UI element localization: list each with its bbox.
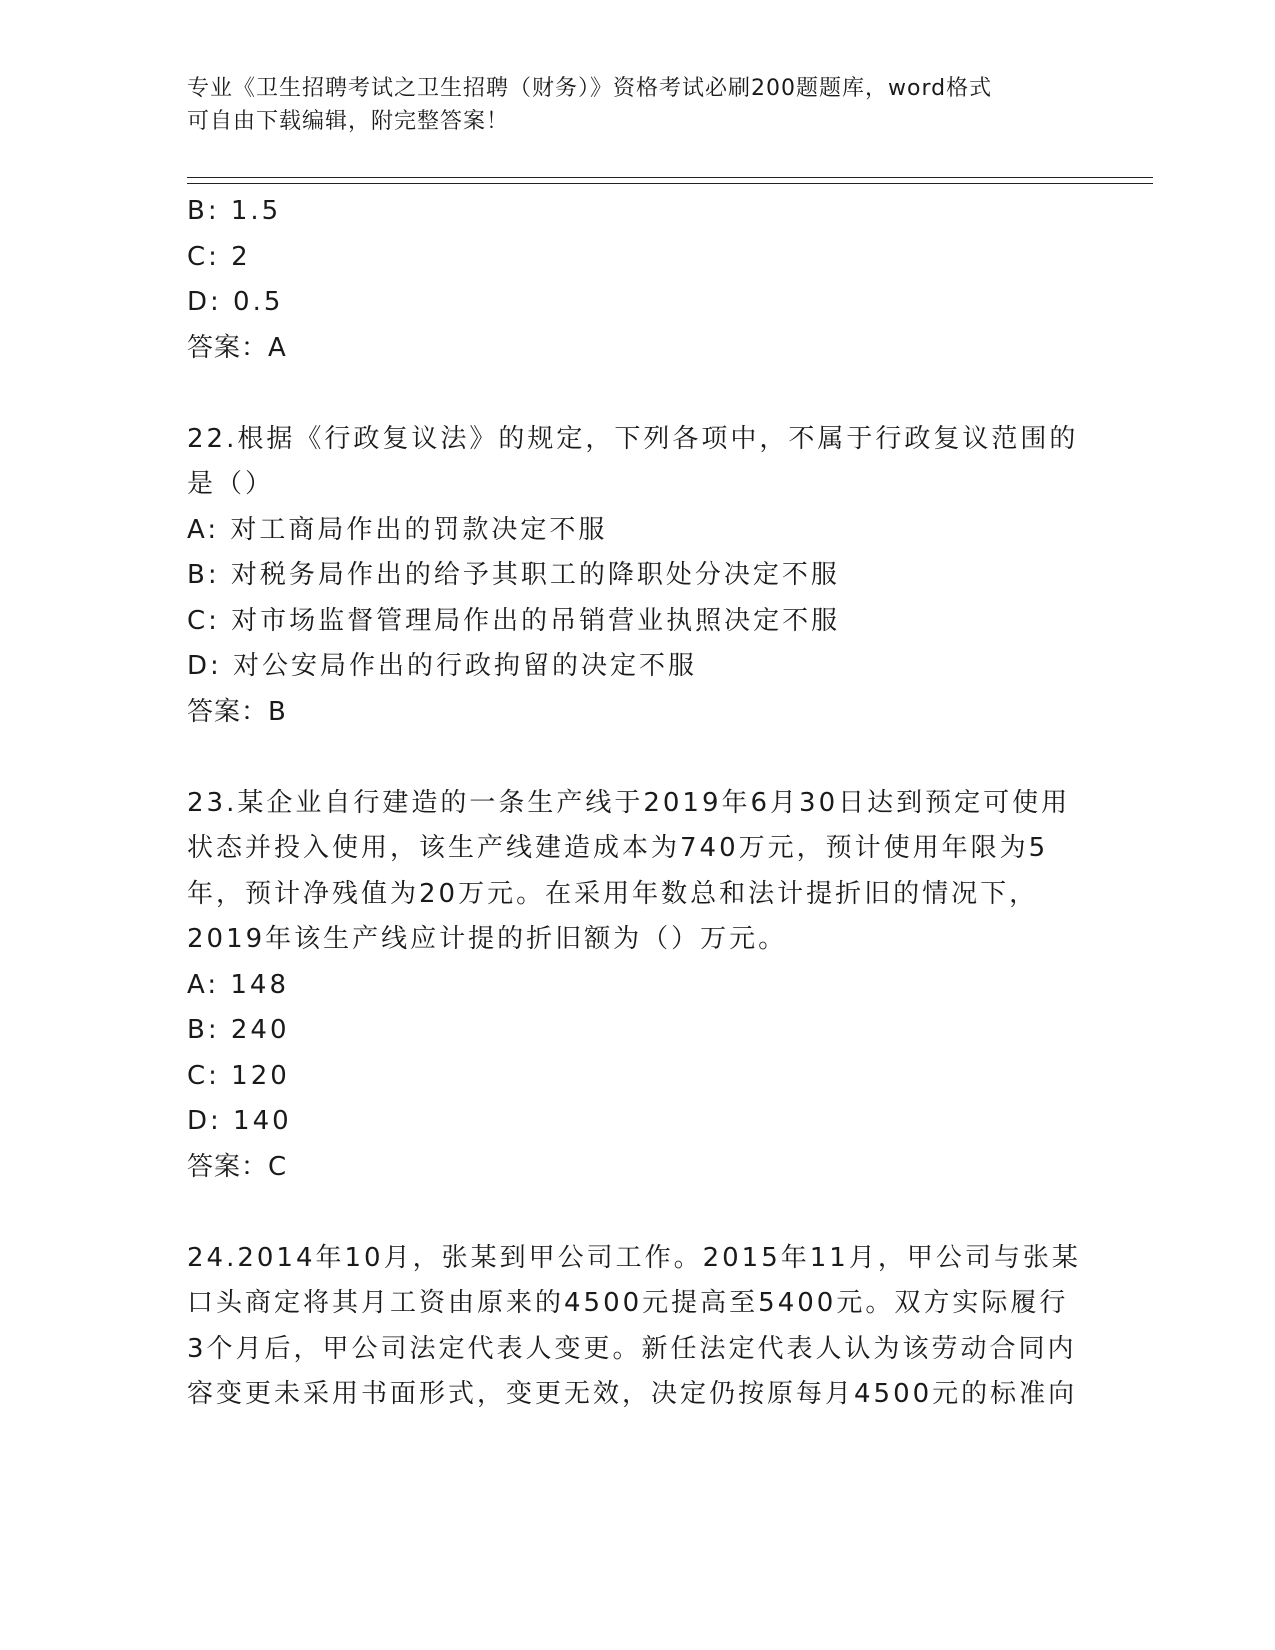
header-divider-bottom bbox=[187, 183, 1153, 184]
spacer bbox=[187, 735, 1087, 781]
spacer bbox=[187, 1190, 1087, 1236]
option-a: A: 148 bbox=[187, 969, 289, 1000]
question-22 bbox=[187, 417, 1087, 736]
option-c: C: 对市场监督管理局作出的吊销营业执照决定不服 bbox=[187, 605, 841, 636]
question-stem-line: 口头商定将其月工资由原来的4500元提高至5400元。双方实际履行 bbox=[187, 1288, 1069, 1318]
option-c: C: 120 bbox=[187, 1060, 290, 1091]
question-stem-line: 24.2014年10月，张某到甲公司工作。2015年11月，甲公司与张某 bbox=[187, 1242, 1081, 1273]
document-body bbox=[187, 189, 1087, 1418]
option-b: B: 1.5 bbox=[187, 196, 282, 226]
option-b: B: 对税务局作出的给予其职工的降职处分决定不服 bbox=[187, 560, 840, 590]
question-23 bbox=[187, 781, 1087, 1191]
question-stem-line: 是（） bbox=[187, 469, 275, 499]
option-d: D: 对公安局作出的行政拘留的决定不服 bbox=[187, 651, 698, 681]
question-stem-line: 年，预计净残值为20万元。在采用年数总和法计提折旧的情况下， bbox=[187, 878, 1039, 909]
document-header bbox=[187, 72, 1087, 138]
spacer bbox=[187, 371, 1087, 417]
question-21 bbox=[187, 189, 1087, 371]
question-stem-line: 状态并投入使用，该生产线建造成本为740万元，预计使用年限为5 bbox=[187, 833, 1049, 863]
option-a: A: 对工商局作出的罚款决定不服 bbox=[187, 514, 608, 545]
question-24 bbox=[187, 1236, 1087, 1418]
question-stem-line: 3个月后，甲公司法定代表人变更。新任法定代表人认为该劳动合同内 bbox=[187, 1333, 1077, 1364]
option-b: B: 240 bbox=[187, 1015, 290, 1045]
option-d: D: 0.5 bbox=[187, 287, 284, 317]
option-d: D: 140 bbox=[187, 1106, 292, 1136]
header-divider-top bbox=[187, 177, 1153, 178]
answer-line: 答案：A bbox=[187, 332, 287, 363]
answer-line: 答案：B bbox=[187, 696, 287, 727]
option-c: C: 2 bbox=[187, 241, 251, 272]
question-stem-line: 23.某企业自行建造的一条生产线于2019年6月30日达到预定可使用 bbox=[187, 787, 1071, 818]
question-stem-line: 22.根据《行政复议法》的规定，下列各项中，不属于行政复议范围的 bbox=[187, 423, 1079, 454]
question-stem-line: 2019年该生产线应计提的折旧额为（）万元。 bbox=[187, 924, 788, 954]
header-line-1: 专业《卫生招聘考试之卫生招聘（财务）》资格考试必刷200题题库，word格式 bbox=[187, 76, 993, 101]
header-line-2: 可自由下载编辑，附完整答案！ bbox=[187, 109, 510, 134]
question-stem-line: 容变更未采用书面形式，变更无效，决定仍按原每月4500元的标准向 bbox=[187, 1379, 1078, 1409]
answer-line: 答案：C bbox=[187, 1151, 288, 1182]
